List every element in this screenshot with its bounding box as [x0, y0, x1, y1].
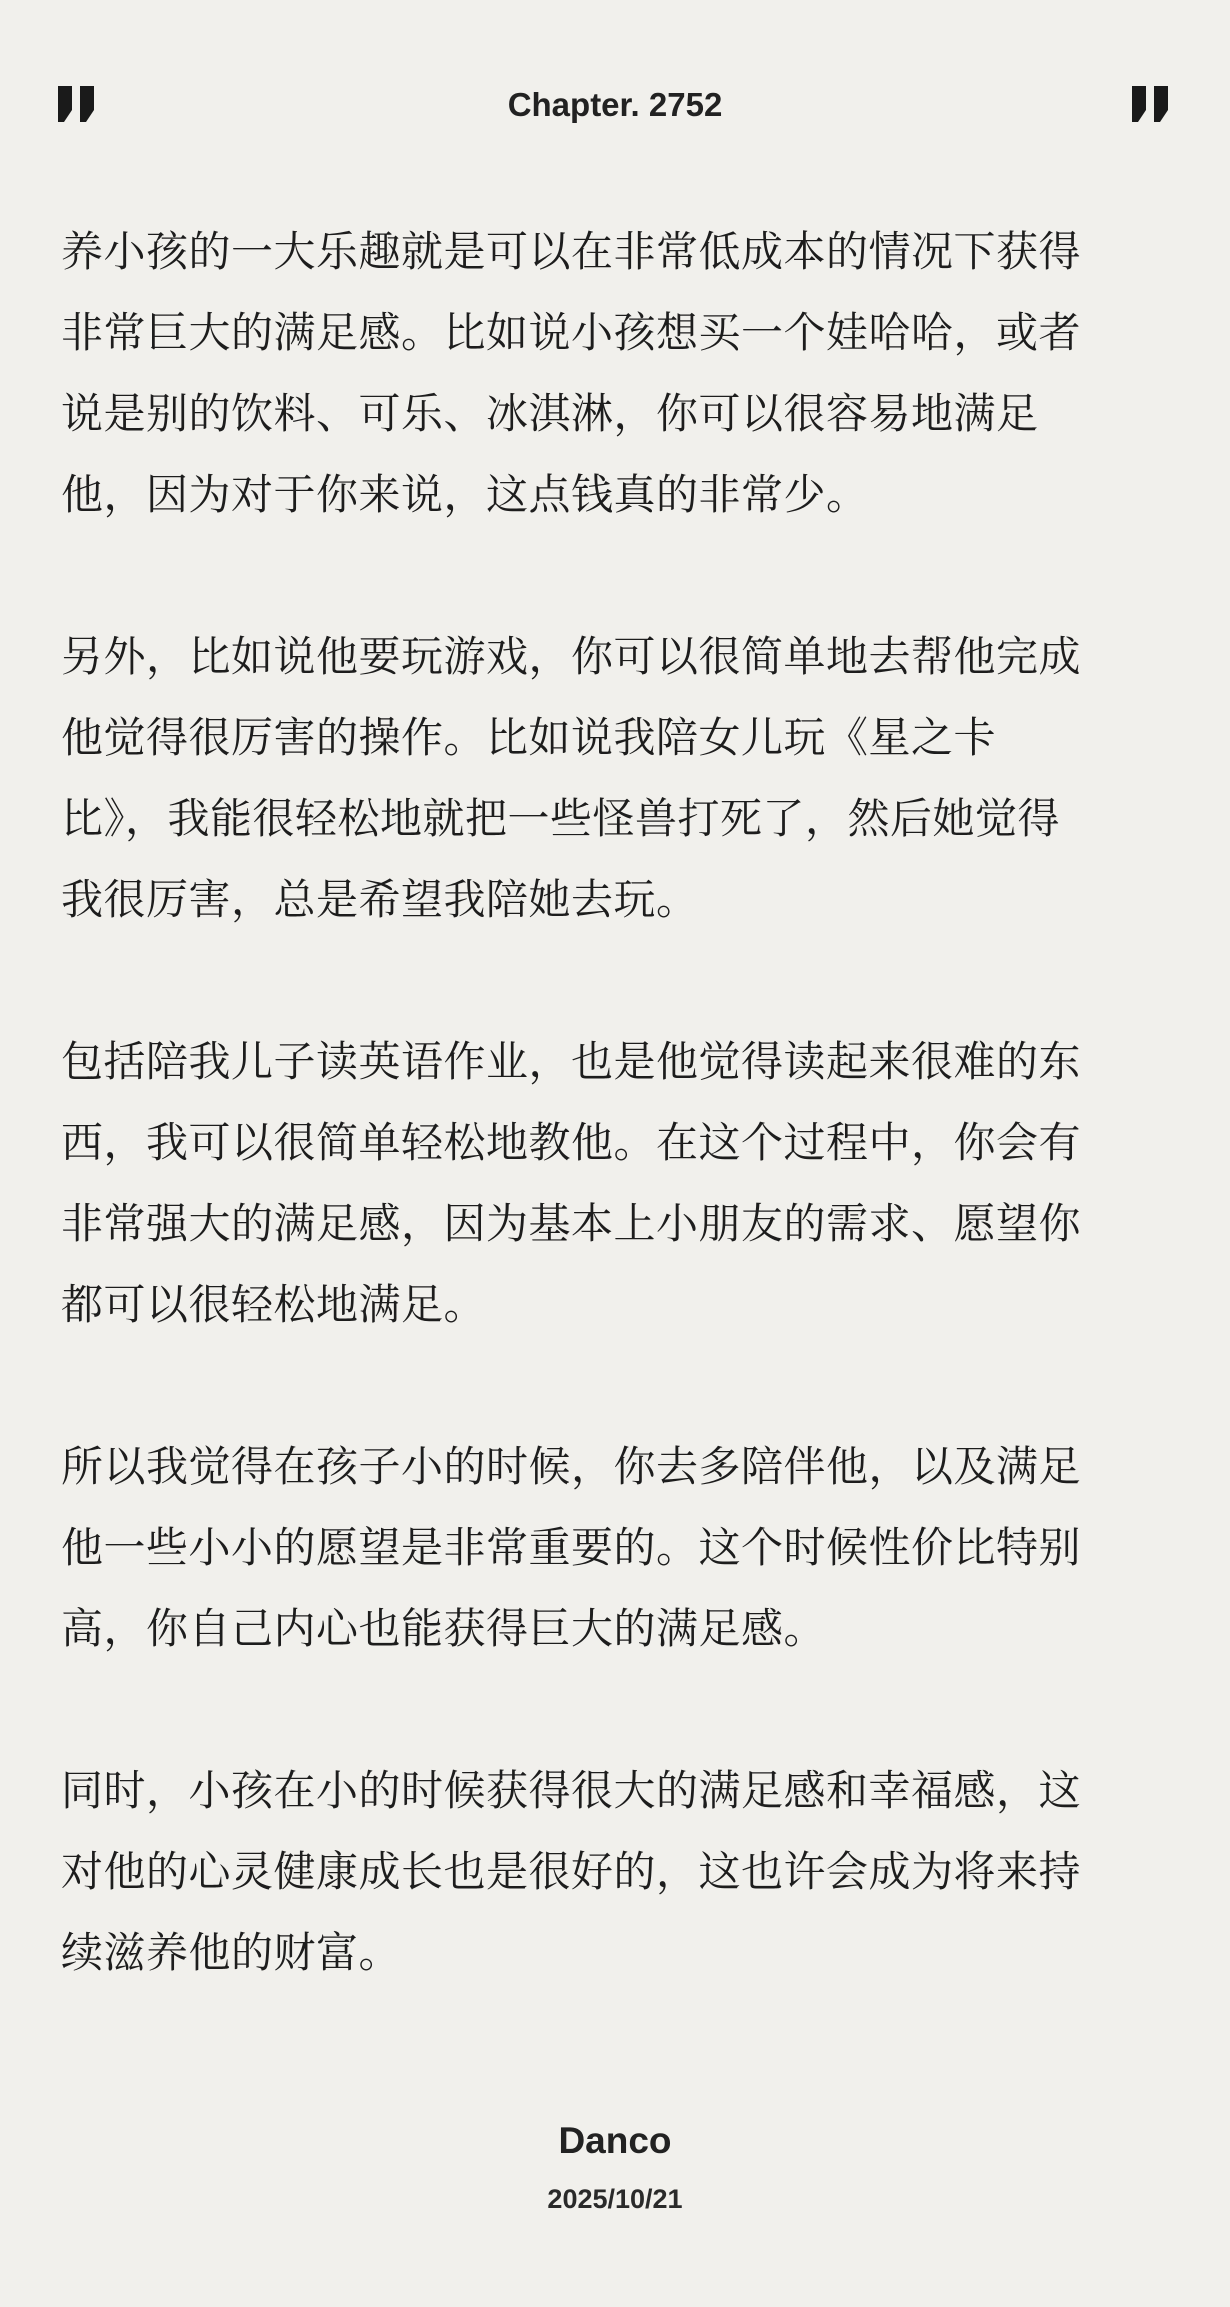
text-line: 说是别的饮料、可乐、冰淇淋，你可以很容易地满足: [61, 389, 1039, 438]
quote-icon: [1132, 86, 1172, 122]
paragraph: [61, 1426, 1171, 1669]
chapter-title: Chapter. 2752: [507, 86, 723, 123]
paragraph: [61, 616, 1171, 940]
publish-date: 2025/10/21: [547, 2184, 683, 2214]
text-line: 非常巨大的满足感。比如说小孩想买一个娃哈哈，或者: [61, 308, 1082, 357]
text-line: 高，你自己内心也能获得巨大的满足感。: [61, 1604, 827, 1653]
text-line: 包括陪我儿子读英语作业，也是他觉得读起来很难的东: [61, 1037, 1082, 1086]
paragraph: [61, 1021, 1171, 1345]
author-name: Danco: [558, 2120, 672, 2161]
paragraph: [61, 1750, 1171, 1993]
text-line: 续滋养他的财富。: [61, 1928, 402, 1977]
text-line: 养小孩的一大乐趣就是可以在非常低成本的情况下获得: [61, 227, 1082, 276]
article-body: [61, 211, 1171, 2074]
text-line: 非常强大的满足感，因为基本上小朋友的需求、愿望你: [61, 1199, 1082, 1248]
page-header: [58, 80, 1172, 130]
text-line: 他一些小小的愿望是非常重要的。这个时候性价比特别: [61, 1523, 1082, 1572]
text-line: 另外，比如说他要玩游戏，你可以很简单地去帮他完成: [61, 632, 1082, 681]
text-line: 对他的心灵健康成长也是很好的，这也许会成为将来持: [61, 1847, 1082, 1896]
text-line: 同时，小孩在小的时候获得很大的满足感和幸福感，这: [61, 1766, 1082, 1815]
text-line: 他觉得很厉害的操作。比如说我陪女儿玩《星之卡: [61, 713, 997, 762]
paragraph: [61, 211, 1171, 535]
text-line: 西，我可以很简单轻松地教他。在这个过程中，你会有: [61, 1118, 1082, 1167]
text-line: 他，因为对于你来说，这点钱真的非常少。: [61, 470, 869, 519]
text-line: 都可以很轻松地满足。: [61, 1280, 487, 1329]
text-line: 我很厉害，总是希望我陪她去玩。: [61, 875, 699, 924]
text-line: 比》，我能很轻松地就把一些怪兽打死了，然后她觉得: [61, 794, 1061, 843]
text-line: 所以我觉得在孩子小的时候，你去多陪伴他，以及满足: [61, 1442, 1082, 1491]
